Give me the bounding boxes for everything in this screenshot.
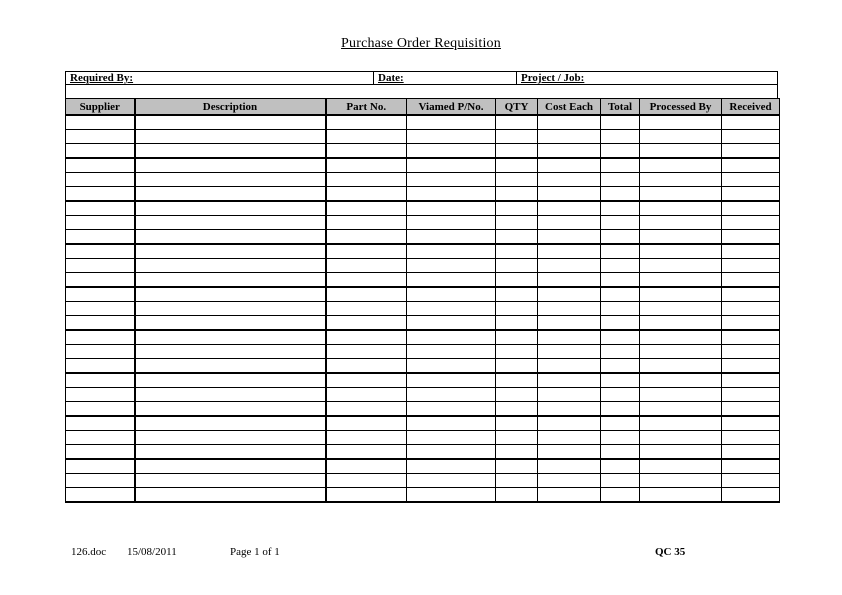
column-header-part-no: Part No. [326,99,407,116]
cell-cost-each[interactable] [538,302,601,316]
cell-cost-each[interactable] [538,316,601,331]
footer-filename: 126.doc [71,546,107,558]
cell-total[interactable] [601,359,640,374]
cell-received[interactable] [722,287,780,302]
cell-supplier[interactable] [66,416,135,431]
footer-page-number: Page 1 of 1 [230,546,280,558]
cell-viamed-part-no[interactable] [407,402,496,417]
cell-supplier[interactable] [66,287,135,302]
table-row [66,287,780,302]
cell-processed-by[interactable] [640,230,722,245]
cell-cost-each[interactable] [538,230,601,245]
cell-received[interactable] [722,187,780,202]
cell-qty[interactable] [496,230,538,245]
table-row [66,373,780,388]
cell-description[interactable] [135,345,326,359]
cell-description[interactable] [135,230,326,245]
footer-date: 15/08/2011 [127,546,177,558]
cell-supplier[interactable] [66,130,135,144]
document-title: Purchase Order Requisition [341,36,501,51]
cell-total[interactable] [601,130,640,144]
table-row [66,302,780,316]
cell-qty[interactable] [496,144,538,159]
cell-received[interactable] [722,216,780,230]
cell-qty[interactable] [496,273,538,288]
cell-viamed-part-no[interactable] [407,115,496,130]
cell-description[interactable] [135,402,326,417]
footer-form-code: QC 35 [655,546,686,558]
cell-qty[interactable] [496,373,538,388]
cell-received[interactable] [722,330,780,345]
cell-received[interactable] [722,273,780,288]
cell-total[interactable] [601,330,640,345]
cell-received[interactable] [722,230,780,245]
required-by-field[interactable] [66,72,373,84]
table-header-row [66,99,780,116]
header-spacer [65,84,778,99]
cell-received[interactable] [722,302,780,316]
cell-part-no[interactable] [326,130,407,144]
cell-cost-each[interactable] [538,388,601,402]
table-row [66,416,780,431]
cell-total[interactable] [601,259,640,273]
cell-supplier[interactable] [66,273,135,288]
cell-processed-by[interactable] [640,287,722,302]
cell-supplier[interactable] [66,373,135,388]
column-header-processed-by: Processed By [640,99,722,116]
cell-total[interactable] [601,373,640,388]
cell-description[interactable] [135,259,326,273]
cell-part-no[interactable] [326,173,407,187]
cell-processed-by[interactable] [640,130,722,144]
project-job-label: Project / Job: [521,72,585,84]
table-row [66,230,780,245]
table-row [66,273,780,288]
cell-total[interactable] [601,388,640,402]
cell-qty[interactable] [496,345,538,359]
column-header-qty: QTY [496,99,538,116]
cell-total[interactable] [601,201,640,216]
column-header-total: Total [601,99,640,116]
cell-supplier[interactable] [66,316,135,331]
cell-total[interactable] [601,173,640,187]
cell-description[interactable] [135,144,326,159]
cell-description[interactable] [135,302,326,316]
cell-part-no[interactable] [326,330,407,345]
cell-supplier[interactable] [66,201,135,216]
cell-qty[interactable] [496,158,538,173]
cell-description[interactable] [135,474,326,488]
cell-viamed-part-no[interactable] [407,302,496,316]
cell-total[interactable] [601,273,640,288]
cell-total[interactable] [601,488,640,503]
cell-qty[interactable] [496,359,538,374]
cell-cost-each[interactable] [538,216,601,230]
cell-viamed-part-no[interactable] [407,130,496,144]
cell-received[interactable] [722,388,780,402]
cell-cost-each[interactable] [538,416,601,431]
cell-description[interactable] [135,431,326,445]
cell-received[interactable] [722,115,780,130]
table-row [66,488,780,503]
cell-cost-each[interactable] [538,474,601,488]
cell-processed-by[interactable] [640,474,722,488]
cell-supplier[interactable] [66,488,135,503]
cell-received[interactable] [722,445,780,460]
cell-total[interactable] [601,345,640,359]
cell-supplier[interactable] [66,115,135,130]
cell-qty[interactable] [496,201,538,216]
cell-viamed-part-no[interactable] [407,259,496,273]
column-header-received: Received [722,99,780,116]
cell-qty[interactable] [496,259,538,273]
cell-qty[interactable] [496,244,538,259]
cell-viamed-part-no[interactable] [407,459,496,474]
cell-received[interactable] [722,488,780,503]
date-field[interactable] [373,72,516,84]
cell-viamed-part-no[interactable] [407,287,496,302]
cell-viamed-part-no[interactable] [407,373,496,388]
cell-supplier[interactable] [66,402,135,417]
cell-total[interactable] [601,416,640,431]
cell-qty[interactable] [496,388,538,402]
cell-processed-by[interactable] [640,187,722,202]
cell-viamed-part-no[interactable] [407,359,496,374]
cell-total[interactable] [601,158,640,173]
cell-viamed-part-no[interactable] [407,244,496,259]
requisition-header [65,71,778,85]
project-job-field[interactable] [516,72,777,84]
table-row [66,345,780,359]
cell-processed-by[interactable] [640,201,722,216]
cell-cost-each[interactable] [538,345,601,359]
cell-processed-by[interactable] [640,388,722,402]
cell-qty[interactable] [496,445,538,460]
cell-viamed-part-no[interactable] [407,144,496,159]
cell-part-no[interactable] [326,373,407,388]
cell-received[interactable] [722,474,780,488]
cell-processed-by[interactable] [640,402,722,417]
cell-description[interactable] [135,416,326,431]
cell-supplier[interactable] [66,345,135,359]
cell-qty[interactable] [496,216,538,230]
table-row [66,259,780,273]
cell-total[interactable] [601,187,640,202]
cell-processed-by[interactable] [640,158,722,173]
cell-received[interactable] [722,201,780,216]
cell-description[interactable] [135,273,326,288]
cell-processed-by[interactable] [640,144,722,159]
cell-description[interactable] [135,201,326,216]
cell-received[interactable] [722,459,780,474]
cell-supplier[interactable] [66,216,135,230]
cell-part-no[interactable] [326,287,407,302]
cell-part-no[interactable] [326,259,407,273]
cell-viamed-part-no[interactable] [407,230,496,245]
cell-part-no[interactable] [326,244,407,259]
cell-supplier[interactable] [66,330,135,345]
cell-part-no[interactable] [326,216,407,230]
cell-processed-by[interactable] [640,316,722,331]
table-row [66,445,780,460]
cell-supplier[interactable] [66,388,135,402]
cell-received[interactable] [722,259,780,273]
table-row [66,158,780,173]
cell-viamed-part-no[interactable] [407,316,496,331]
cell-part-no[interactable] [326,144,407,159]
cell-qty[interactable] [496,130,538,144]
table-row [66,115,780,130]
cell-total[interactable] [601,287,640,302]
cell-processed-by[interactable] [640,431,722,445]
cell-part-no[interactable] [326,201,407,216]
cell-processed-by[interactable] [640,416,722,431]
table-row [66,173,780,187]
cell-supplier[interactable] [66,445,135,460]
cell-part-no[interactable] [326,474,407,488]
table-row [66,201,780,216]
table-row [66,402,780,417]
cell-part-no[interactable] [326,459,407,474]
requisition-table [65,98,780,503]
required-by-label: Required By: [70,72,134,84]
cell-viamed-part-no[interactable] [407,345,496,359]
requisition-table-body [66,115,780,502]
cell-cost-each[interactable] [538,158,601,173]
table-row [66,330,780,345]
cell-part-no[interactable] [326,273,407,288]
cell-processed-by[interactable] [640,173,722,187]
cell-total[interactable] [601,431,640,445]
cell-qty[interactable] [496,287,538,302]
cell-part-no[interactable] [326,158,407,173]
cell-description[interactable] [135,287,326,302]
cell-viamed-part-no[interactable] [407,216,496,230]
column-header-supplier: Supplier [66,99,135,116]
column-header-viamed-part-no: Viamed P/No. [407,99,496,116]
cell-part-no[interactable] [326,431,407,445]
cell-processed-by[interactable] [640,259,722,273]
cell-description[interactable] [135,187,326,202]
cell-qty[interactable] [496,316,538,331]
cell-received[interactable] [722,130,780,144]
cell-supplier[interactable] [66,173,135,187]
cell-total[interactable] [601,144,640,159]
cell-processed-by[interactable] [640,488,722,503]
cell-viamed-part-no[interactable] [407,474,496,488]
table-row [66,187,780,202]
cell-viamed-part-no[interactable] [407,431,496,445]
table-row [66,388,780,402]
cell-cost-each[interactable] [538,488,601,503]
cell-part-no[interactable] [326,345,407,359]
cell-viamed-part-no[interactable] [407,158,496,173]
cell-supplier[interactable] [66,244,135,259]
cell-cost-each[interactable] [538,373,601,388]
cell-supplier[interactable] [66,474,135,488]
cell-cost-each[interactable] [538,445,601,460]
cell-processed-by[interactable] [640,359,722,374]
cell-part-no[interactable] [326,445,407,460]
cell-supplier[interactable] [66,230,135,245]
cell-cost-each[interactable] [538,130,601,144]
cell-supplier[interactable] [66,187,135,202]
cell-qty[interactable] [496,402,538,417]
cell-cost-each[interactable] [538,187,601,202]
cell-qty[interactable] [496,416,538,431]
cell-supplier[interactable] [66,302,135,316]
cell-received[interactable] [722,173,780,187]
cell-supplier[interactable] [66,431,135,445]
cell-viamed-part-no[interactable] [407,187,496,202]
table-row [66,216,780,230]
table-row [66,459,780,474]
cell-qty[interactable] [496,431,538,445]
cell-processed-by[interactable] [640,216,722,230]
cell-processed-by[interactable] [640,459,722,474]
table-row [66,316,780,331]
cell-total[interactable] [601,445,640,460]
cell-received[interactable] [722,431,780,445]
cell-supplier[interactable] [66,144,135,159]
cell-part-no[interactable] [326,230,407,245]
cell-processed-by[interactable] [640,302,722,316]
cell-description[interactable] [135,459,326,474]
cell-cost-each[interactable] [538,115,601,130]
cell-total[interactable] [601,230,640,245]
cell-description[interactable] [135,130,326,144]
cell-received[interactable] [722,244,780,259]
cell-viamed-part-no[interactable] [407,388,496,402]
cell-description[interactable] [135,488,326,503]
cell-description[interactable] [135,359,326,374]
cell-viamed-part-no[interactable] [407,488,496,503]
date-label: Date: [378,72,404,84]
cell-total[interactable] [601,115,640,130]
cell-cost-each[interactable] [538,330,601,345]
cell-processed-by[interactable] [640,373,722,388]
cell-part-no[interactable] [326,388,407,402]
cell-description[interactable] [135,244,326,259]
cell-viamed-part-no[interactable] [407,273,496,288]
cell-received[interactable] [722,359,780,374]
cell-qty[interactable] [496,488,538,503]
table-row [66,359,780,374]
cell-part-no[interactable] [326,416,407,431]
cell-part-no[interactable] [326,359,407,374]
cell-part-no[interactable] [326,316,407,331]
cell-qty[interactable] [496,173,538,187]
cell-processed-by[interactable] [640,445,722,460]
cell-supplier[interactable] [66,459,135,474]
cell-cost-each[interactable] [538,244,601,259]
cell-received[interactable] [722,402,780,417]
cell-total[interactable] [601,316,640,331]
cell-received[interactable] [722,373,780,388]
cell-received[interactable] [722,144,780,159]
table-row [66,431,780,445]
cell-received[interactable] [722,158,780,173]
cell-processed-by[interactable] [640,273,722,288]
cell-description[interactable] [135,216,326,230]
cell-description[interactable] [135,173,326,187]
cell-processed-by[interactable] [640,345,722,359]
cell-cost-each[interactable] [538,273,601,288]
cell-viamed-part-no[interactable] [407,330,496,345]
cell-description[interactable] [135,115,326,130]
cell-total[interactable] [601,244,640,259]
cell-qty[interactable] [496,459,538,474]
cell-cost-each[interactable] [538,431,601,445]
cell-supplier[interactable] [66,158,135,173]
cell-part-no[interactable] [326,488,407,503]
cell-description[interactable] [135,316,326,331]
cell-description[interactable] [135,373,326,388]
cell-qty[interactable] [496,115,538,130]
cell-cost-each[interactable] [538,144,601,159]
cell-supplier[interactable] [66,259,135,273]
cell-processed-by[interactable] [640,115,722,130]
cell-description[interactable] [135,445,326,460]
cell-processed-by[interactable] [640,330,722,345]
cell-cost-each[interactable] [538,287,601,302]
cell-total[interactable] [601,474,640,488]
cell-cost-each[interactable] [538,173,601,187]
cell-total[interactable] [601,459,640,474]
cell-cost-each[interactable] [538,201,601,216]
cell-cost-each[interactable] [538,259,601,273]
cell-part-no[interactable] [326,402,407,417]
cell-viamed-part-no[interactable] [407,416,496,431]
cell-cost-each[interactable] [538,459,601,474]
cell-received[interactable] [722,345,780,359]
cell-description[interactable] [135,388,326,402]
cell-part-no[interactable] [326,115,407,130]
column-header-cost-each: Cost Each [538,99,601,116]
table-row [66,474,780,488]
cell-viamed-part-no[interactable] [407,445,496,460]
cell-viamed-part-no[interactable] [407,173,496,187]
cell-part-no[interactable] [326,187,407,202]
cell-total[interactable] [601,402,640,417]
cell-viamed-part-no[interactable] [407,201,496,216]
cell-total[interactable] [601,216,640,230]
cell-qty[interactable] [496,302,538,316]
column-header-description: Description [135,99,326,116]
table-row [66,130,780,144]
cell-received[interactable] [722,416,780,431]
cell-qty[interactable] [496,474,538,488]
cell-cost-each[interactable] [538,402,601,417]
cell-received[interactable] [722,316,780,331]
cell-supplier[interactable] [66,359,135,374]
cell-description[interactable] [135,330,326,345]
cell-processed-by[interactable] [640,244,722,259]
cell-total[interactable] [601,302,640,316]
cell-cost-each[interactable] [538,359,601,374]
cell-description[interactable] [135,158,326,173]
cell-qty[interactable] [496,330,538,345]
table-row [66,144,780,159]
cell-qty[interactable] [496,187,538,202]
cell-part-no[interactable] [326,302,407,316]
table-row [66,244,780,259]
